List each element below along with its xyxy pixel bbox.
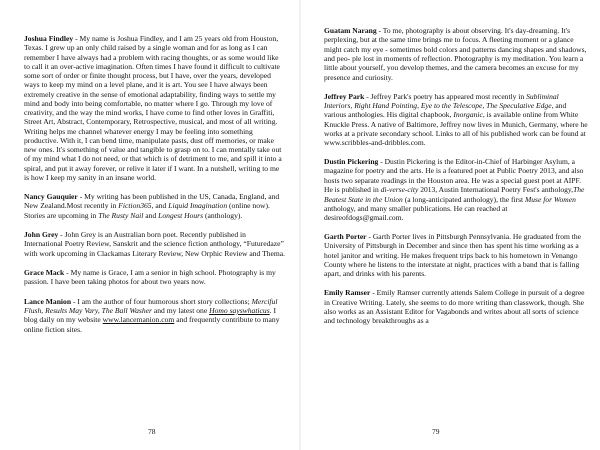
bio-nancy-gauquier xyxy=(24,192,286,220)
contributor-name: Lance Manion xyxy=(24,296,72,306)
bio-text: (online now). Stories are upcoming in xyxy=(24,201,270,220)
bio-text: - Dustin Pickering is the Editor-in-Chief of Harbinger Asylum, a magazine for poetry and the arts. He is a featured poet at Public Poetry 2013, and also hosts two separate readings in the Houston area. He was a special guest poet at AIPF. He is published in xyxy=(324,157,584,195)
publication-title: The Beatest State in the Union xyxy=(324,185,585,204)
bio-text: - Emily Ramser currently attends Salem College in pursuit of a degree in Creative Writing. Lately, she seems to do more writing than classwork, though. She also works as an Assistant Editor for Vagabonds and writes about all sorts of science and technology breakthroughs as a xyxy=(324,288,585,326)
contributor-name: Dustin Pickering xyxy=(324,157,379,167)
publication-title: Subliminal Interiors, Right Hand Pointing, Eye to the Telescope, The Speculative Edge xyxy=(324,91,559,110)
bio-text: - My writing has been published in the US, Canada, England, and New Zealand.Most recently in xyxy=(24,192,280,211)
bio-jeffrey-park xyxy=(324,92,588,148)
contributor-name: Jeffrey Park xyxy=(324,91,365,101)
website-link: www.lancemanion.com xyxy=(102,315,175,325)
bio-emily-ramser xyxy=(324,288,588,325)
bio-text: . I blog daily on my website xyxy=(24,306,276,325)
bio-text: - To me, photography is about observing. It's day-dreaming. It's perplexing, but at the same time brings me to focus. A fleeting moment or a glance might catch my eye - sometimes bold colors and patterns dancing shapes and shadows, and peo- ple lost in moments of reflection. Photography is my meditation. You learn a little about yourself, you develop themes, and the camera becomes an excuse for my presence and curiosity. xyxy=(324,26,587,82)
bio-text: , is available online from White Knuckle Press. A native of Baltimore, Jeffrey now lives in Munich, Germany, where he works at a private secondary school. Links to all of his published work can be found at www.scribbles-and-dribbles.com. xyxy=(324,110,588,148)
publication-title: di-verse-city xyxy=(380,185,419,195)
publication-title: Merciful Flush, Results May Vary, The Ball Washer xyxy=(24,296,278,315)
right-page xyxy=(300,0,600,450)
bio-text: - John Grey is an Australian born poet. Recently published in International Poetry Review, Sanskrit and the science fiction anthology, “Futuredaze” with work upcoming in Clackamas Literary Review, New Orphic Review and Thema. xyxy=(24,230,286,258)
contributor-name: Garth Porter xyxy=(324,232,367,242)
bio-text: , and various anthologies. His digital chapbook, xyxy=(324,100,567,120)
bio-text: - Garth Porter lives in Pittsburgh Pennsylvania. He graduated from the University of Pittsburgh in December and since then has spent his time working as a hotel janitor and writing. He makes frequent trips back to his hometown in Venango County where he listens to the interstate at night, practices with a band that is falling apart, and drinks with his parents. xyxy=(324,232,582,279)
page-number: 78 xyxy=(148,427,156,436)
publication-title: Inorganic xyxy=(453,110,483,120)
contributor-name: John Grey xyxy=(24,230,59,240)
publication-title: Longest Hours xyxy=(158,210,204,220)
contributor-name: Nancy Gauquier xyxy=(24,192,78,202)
bio-text: and frequently contribute to many online fiction sites. xyxy=(24,315,280,334)
bio-text: and xyxy=(143,210,159,220)
publication-title: Liquid Imagination xyxy=(168,201,228,211)
bio-text: - I am the author of four humorous short story collections; xyxy=(71,296,252,306)
page-number: 79 xyxy=(432,427,440,436)
bio-grace-mack xyxy=(24,268,286,287)
bio-text: anthology, and many smaller publications. He can reached at desireofdogs@gmail.com. xyxy=(324,203,508,223)
contributor-name: Grace Mack xyxy=(24,268,65,278)
bio-text: - My name is Grace, I am a senior in high school. Photography is my passion. I have been taking photos for about two years now. xyxy=(24,268,276,287)
bio-garth-porter xyxy=(324,232,588,279)
contributor-bios xyxy=(324,26,588,326)
bio-lance-manion xyxy=(24,297,286,334)
bio-text: - My name is Joshua Findley, and I am 25 years old from Houston, Texas. I grew up an only child raised by a single woman and for as long as I can remember I have always had a problem with racing thoughts, or as some would like to call it an over-active imagination. Often times I have found it difficult to cultivate some sort of order or finite thought process, but I have, over the years, developed ways to keep my mind on a level plane, and it is art. You see I have always been extremely creative in the sense of emotional adaptability, finding ways to settle my mind and body into being comfortable, no matter where I go. Through my love of creativity, and the way the mind works, I have come to find other loves in Graffiti, Street Art, Abstract, Contemporary, Retrospective, musical, and most of all writing. Writing helps me channel whatever energy I may be feeling into something productive. With it, I can bend time, manipulate pasts, dust off memories, or make new ones. It's something of value and tangible to grasp on to. I can mentally take out of my mind what I do not need, or that which is of detriment to me, and spill it into a spiral, and put it away forever, or relive it later if I want. In a nutshell, writing to me is how I keep my sanity in an insane world. xyxy=(24,34,282,182)
publication-title: Muse for Women xyxy=(525,194,576,204)
bio-guatam-narang xyxy=(324,26,588,82)
contributor-name: Joshua Findley xyxy=(24,34,74,43)
bio-joshua-findley xyxy=(24,34,286,182)
book-title-link: Homo sayswhaticus xyxy=(209,306,270,315)
contributor-name: Emily Ramser xyxy=(324,288,371,298)
bio-text: - Jeffrey Park's poetry has appeared most recently in xyxy=(364,91,527,101)
bio-text: (a long-anticipated anthology), the first xyxy=(402,194,525,204)
bio-text: , and xyxy=(151,201,169,211)
bio-text: and my latest one xyxy=(151,306,210,315)
contributor-bios xyxy=(24,34,286,334)
contributor-name: Guatam Narang xyxy=(324,26,377,35)
bio-text: (anthology). xyxy=(203,210,243,220)
publication-title: The Rusty Nail xyxy=(98,210,144,220)
bio-text: 2013, Austin International Poetry Fest's anthology, xyxy=(418,185,574,195)
publication-title: Fiction365 xyxy=(118,201,152,211)
bio-john-grey xyxy=(24,230,286,258)
bio-dustin-pickering xyxy=(324,157,588,222)
